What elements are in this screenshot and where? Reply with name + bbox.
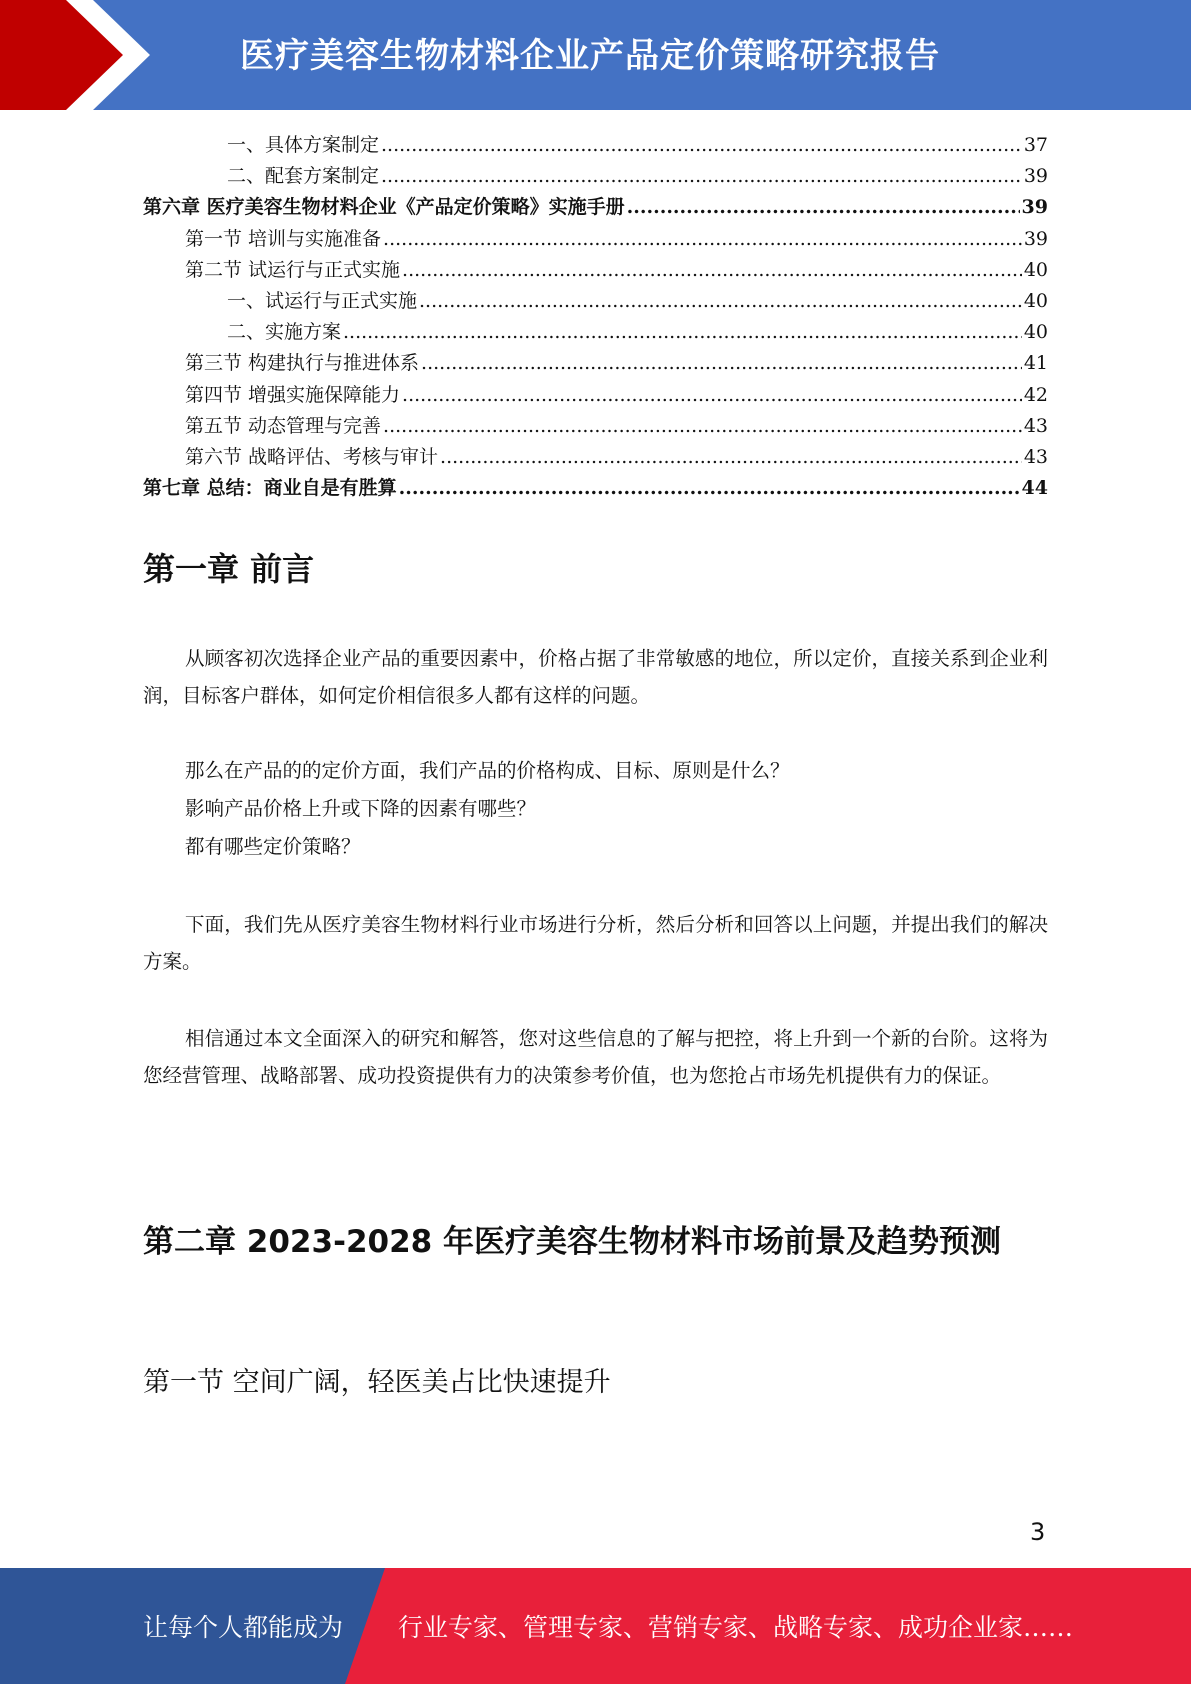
chapter-2-title: 第二章 2023-2028 年医疗美容生物材料市场前景及趋势预测 [143, 1224, 1002, 1260]
question-1: 那么在产品的的定价方面，我们产品的价格构成、目标、原则是什么？ [185, 759, 790, 782]
toc-entry-title: 一、具体方案制定 [227, 134, 380, 156]
page-header [0, 0, 1191, 110]
toc-entry[interactable] [143, 380, 1048, 411]
toc-leader-dots [419, 286, 1022, 317]
question-3: 都有哪些定价策略？ [185, 835, 361, 858]
toc-page-number: 41 [1023, 352, 1048, 375]
toc-page-number: 37 [1023, 134, 1048, 156]
toc-page-number: 42 [1023, 383, 1048, 406]
conclusion-paragraph: 相信通过本文全面深入的研究和解答，您对这些信息的了解与把控，将上升到一个新的台阶。这将为您经营管理、战略部署、成功投资提供有力的决策参考价值，也为您抢占市场先机提供有力的保证。 [143, 1027, 1048, 1087]
toc-leader-dots [381, 161, 1022, 192]
toc-entry-title: 第六章 医疗美容生物材料企业《产品定价策略》实施手册 [143, 196, 625, 219]
toc-entry-title: 第三节 构建执行与推进体系 [185, 352, 420, 375]
toc-leader-dots [402, 380, 1022, 411]
question-2: 影响产品价格上升或下降的因素有哪些？ [185, 797, 537, 820]
toc-page-number: 43 [1023, 414, 1048, 437]
toc-page-number: 43 [1023, 445, 1048, 468]
toc-entry[interactable] [143, 286, 1048, 317]
intro-paragraph: 从顾客初次选择企业产品的重要因素中，价格占据了非常敏感的地位，所以定价，直接关系到企业利润，目标客户群体，如何定价相信很多人都有这样的问题。 [143, 647, 1048, 707]
footer-slogan-right: 行业专家、管理专家、营销专家、战略专家、成功企业家…… [398, 1613, 1074, 1642]
toc-entry-title: 第七章 总结：商业自是有胜算 [143, 477, 397, 500]
toc-entry[interactable] [143, 224, 1048, 255]
toc-entry-title: 一、试运行与正式实施 [227, 289, 418, 312]
toc-page-number: 39 [1023, 165, 1048, 188]
analysis-paragraph: 下面，我们先从医疗美容生物材料行业市场进行分析，然后分析和回答以上问题，并提出我们的解决方案。 [143, 913, 1048, 973]
toc-entry-title: 第一节 培训与实施准备 [185, 227, 382, 250]
toc-leader-dots [383, 224, 1022, 255]
section-1-title: 第一节 空间广阔，轻医美占比快速提升 [143, 1367, 611, 1398]
toc-page-number: 40 [1023, 258, 1048, 281]
table-of-contents [143, 130, 1048, 504]
toc-entry-title: 第五节 动态管理与完善 [185, 414, 382, 437]
toc-entry[interactable] [143, 348, 1048, 379]
toc-entry-title: 二、配套方案制定 [227, 165, 380, 188]
toc-leader-dots [421, 348, 1022, 379]
toc-entry-title: 二、实施方案 [227, 321, 342, 344]
toc-leader-dots [627, 192, 1020, 223]
toc-entry[interactable] [143, 255, 1048, 286]
toc-page-number: 39 [1023, 227, 1048, 250]
toc-page-number: 39 [1021, 196, 1048, 219]
toc-page-number: 40 [1023, 321, 1048, 344]
page-footer [0, 1568, 1191, 1684]
toc-entry[interactable] [143, 442, 1048, 473]
toc-leader-dots [402, 255, 1022, 286]
toc-entry[interactable] [143, 161, 1048, 192]
toc-entry-title: 第四节 增强实施保障能力 [185, 383, 401, 406]
chapter-1-title: 第一章 前言 [143, 550, 315, 588]
toc-leader-dots [381, 130, 1022, 161]
toc-page-number: 40 [1023, 289, 1048, 312]
toc-entry-title: 第六节 战略评估、考核与审计 [185, 445, 439, 468]
toc-entry[interactable] [143, 411, 1048, 442]
header-title: 医疗美容生物材料企业产品定价策略研究报告 [240, 36, 940, 76]
page-number: 3 [1030, 1518, 1046, 1546]
toc-entry[interactable] [143, 192, 1048, 223]
toc-leader-dots [343, 317, 1022, 348]
toc-page-number: 44 [1021, 477, 1048, 500]
toc-entry[interactable] [143, 473, 1048, 504]
toc-entry[interactable] [143, 130, 1048, 161]
toc-entry[interactable] [143, 317, 1048, 348]
toc-entry-title: 第二节 试运行与正式实施 [185, 258, 401, 281]
toc-leader-dots [383, 411, 1022, 442]
footer-slogan-left: 让每个人都能成为 [143, 1613, 344, 1642]
toc-leader-dots [399, 473, 1020, 504]
toc-leader-dots [440, 442, 1022, 473]
